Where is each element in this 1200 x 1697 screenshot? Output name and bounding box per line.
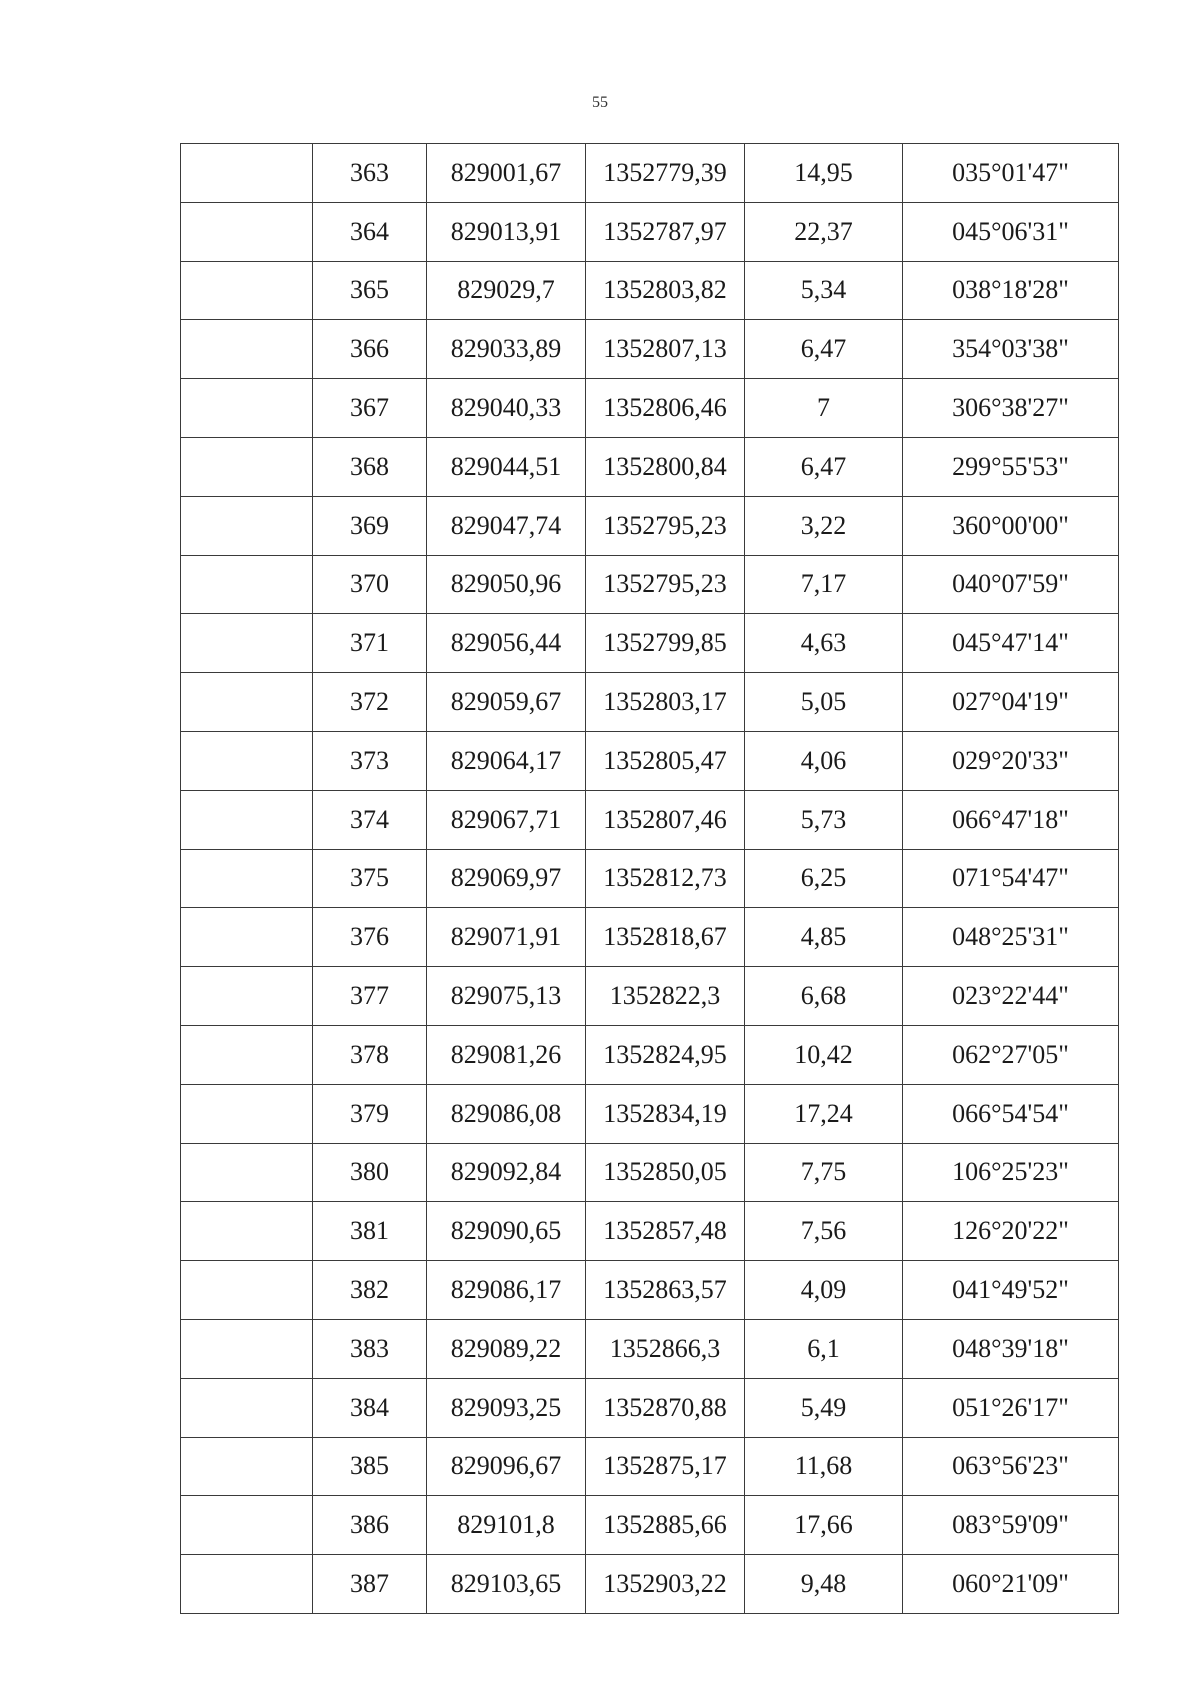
x-coordinate-cell: 829086,17 <box>427 1261 586 1320</box>
blank-cell <box>181 202 313 261</box>
point-number-cell: 366 <box>313 320 427 379</box>
x-coordinate-cell: 829001,67 <box>427 144 586 203</box>
y-coordinate-cell: 1352885,66 <box>586 1496 745 1555</box>
blank-cell <box>181 1025 313 1084</box>
table-row <box>181 1437 1119 1496</box>
segment-length-cell: 7,56 <box>745 1202 903 1261</box>
blank-cell <box>181 379 313 438</box>
x-coordinate-cell: 829092,84 <box>427 1143 586 1202</box>
direction-angle-cell: 029°20'33" <box>903 731 1119 790</box>
direction-angle-cell: 306°38'27" <box>903 379 1119 438</box>
segment-length-cell: 6,47 <box>745 320 903 379</box>
table-row <box>181 437 1119 496</box>
direction-angle-cell: 066°54'54" <box>903 1084 1119 1143</box>
y-coordinate-cell: 1352803,17 <box>586 673 745 732</box>
segment-length-cell: 6,47 <box>745 437 903 496</box>
blank-cell <box>181 908 313 967</box>
coordinates-table-body <box>181 144 1119 1614</box>
point-number-cell: 368 <box>313 437 427 496</box>
table-row <box>181 496 1119 555</box>
point-number-cell: 379 <box>313 1084 427 1143</box>
point-number-cell: 374 <box>313 790 427 849</box>
point-number-cell: 372 <box>313 673 427 732</box>
y-coordinate-cell: 1352903,22 <box>586 1555 745 1614</box>
y-coordinate-cell: 1352850,05 <box>586 1143 745 1202</box>
direction-angle-cell: 045°06'31" <box>903 202 1119 261</box>
segment-length-cell: 7,75 <box>745 1143 903 1202</box>
point-number-cell: 383 <box>313 1319 427 1378</box>
blank-cell <box>181 555 313 614</box>
x-coordinate-cell: 829086,08 <box>427 1084 586 1143</box>
x-coordinate-cell: 829013,91 <box>427 202 586 261</box>
point-number-cell: 375 <box>313 849 427 908</box>
y-coordinate-cell: 1352800,84 <box>586 437 745 496</box>
x-coordinate-cell: 829050,96 <box>427 555 586 614</box>
point-number-cell: 384 <box>313 1378 427 1437</box>
table-row <box>181 790 1119 849</box>
segment-length-cell: 17,66 <box>745 1496 903 1555</box>
segment-length-cell: 9,48 <box>745 1555 903 1614</box>
y-coordinate-cell: 1352870,88 <box>586 1378 745 1437</box>
direction-angle-cell: 360°00'00" <box>903 496 1119 555</box>
table-row <box>181 202 1119 261</box>
table-row <box>181 1261 1119 1320</box>
x-coordinate-cell: 829089,22 <box>427 1319 586 1378</box>
direction-angle-cell: 040°07'59" <box>903 555 1119 614</box>
segment-length-cell: 6,68 <box>745 967 903 1026</box>
segment-length-cell: 5,49 <box>745 1378 903 1437</box>
segment-length-cell: 4,85 <box>745 908 903 967</box>
point-number-cell: 378 <box>313 1025 427 1084</box>
direction-angle-cell: 062°27'05" <box>903 1025 1119 1084</box>
point-number-cell: 387 <box>313 1555 427 1614</box>
blank-cell <box>181 1084 313 1143</box>
table-row <box>181 1319 1119 1378</box>
y-coordinate-cell: 1352824,95 <box>586 1025 745 1084</box>
point-number-cell: 365 <box>313 261 427 320</box>
direction-angle-cell: 051°26'17" <box>903 1378 1119 1437</box>
y-coordinate-cell: 1352787,97 <box>586 202 745 261</box>
blank-cell <box>181 496 313 555</box>
table-row <box>181 1084 1119 1143</box>
table-row <box>181 261 1119 320</box>
segment-length-cell: 3,22 <box>745 496 903 555</box>
x-coordinate-cell: 829090,65 <box>427 1202 586 1261</box>
x-coordinate-cell: 829059,67 <box>427 673 586 732</box>
y-coordinate-cell: 1352779,39 <box>586 144 745 203</box>
direction-angle-cell: 045°47'14" <box>903 614 1119 673</box>
table-row <box>181 379 1119 438</box>
x-coordinate-cell: 829056,44 <box>427 614 586 673</box>
table-row <box>181 673 1119 732</box>
page-number: 55 <box>592 94 608 111</box>
y-coordinate-cell: 1352863,57 <box>586 1261 745 1320</box>
x-coordinate-cell: 829067,71 <box>427 790 586 849</box>
point-number-cell: 380 <box>313 1143 427 1202</box>
x-coordinate-cell: 829029,7 <box>427 261 586 320</box>
table-row <box>181 731 1119 790</box>
direction-angle-cell: 035°01'47" <box>903 144 1119 203</box>
table-row <box>181 614 1119 673</box>
blank-cell <box>181 673 313 732</box>
x-coordinate-cell: 829096,67 <box>427 1437 586 1496</box>
blank-cell <box>181 790 313 849</box>
point-number-cell: 376 <box>313 908 427 967</box>
segment-length-cell: 5,73 <box>745 790 903 849</box>
direction-angle-cell: 083°59'09" <box>903 1496 1119 1555</box>
y-coordinate-cell: 1352805,47 <box>586 731 745 790</box>
y-coordinate-cell: 1352818,67 <box>586 908 745 967</box>
y-coordinate-cell: 1352807,46 <box>586 790 745 849</box>
blank-cell <box>181 1143 313 1202</box>
direction-angle-cell: 038°18'28" <box>903 261 1119 320</box>
blank-cell <box>181 731 313 790</box>
point-number-cell: 364 <box>313 202 427 261</box>
point-number-cell: 373 <box>313 731 427 790</box>
direction-angle-cell: 027°04'19" <box>903 673 1119 732</box>
direction-angle-cell: 048°39'18" <box>903 1319 1119 1378</box>
blank-cell <box>181 967 313 1026</box>
point-number-cell: 377 <box>313 967 427 1026</box>
point-number-cell: 367 <box>313 379 427 438</box>
point-number-cell: 386 <box>313 1496 427 1555</box>
direction-angle-cell: 299°55'53" <box>903 437 1119 496</box>
table-row <box>181 320 1119 379</box>
segment-length-cell: 6,1 <box>745 1319 903 1378</box>
segment-length-cell: 22,37 <box>745 202 903 261</box>
y-coordinate-cell: 1352795,23 <box>586 496 745 555</box>
segment-length-cell: 14,95 <box>745 144 903 203</box>
x-coordinate-cell: 829064,17 <box>427 731 586 790</box>
x-coordinate-cell: 829093,25 <box>427 1378 586 1437</box>
table-row <box>181 967 1119 1026</box>
direction-angle-cell: 071°54'47" <box>903 849 1119 908</box>
segment-length-cell: 4,09 <box>745 1261 903 1320</box>
x-coordinate-cell: 829081,26 <box>427 1025 586 1084</box>
blank-cell <box>181 614 313 673</box>
direction-angle-cell: 023°22'44" <box>903 967 1119 1026</box>
y-coordinate-cell: 1352799,85 <box>586 614 745 673</box>
x-coordinate-cell: 829033,89 <box>427 320 586 379</box>
direction-angle-cell: 066°47'18" <box>903 790 1119 849</box>
blank-cell <box>181 849 313 908</box>
y-coordinate-cell: 1352875,17 <box>586 1437 745 1496</box>
segment-length-cell: 5,05 <box>745 673 903 732</box>
blank-cell <box>181 261 313 320</box>
blank-cell <box>181 320 313 379</box>
table-row <box>181 1496 1119 1555</box>
direction-angle-cell: 060°21'09" <box>903 1555 1119 1614</box>
direction-angle-cell: 126°20'22" <box>903 1202 1119 1261</box>
segment-length-cell: 4,63 <box>745 614 903 673</box>
point-number-cell: 385 <box>313 1437 427 1496</box>
y-coordinate-cell: 1352834,19 <box>586 1084 745 1143</box>
y-coordinate-cell: 1352866,3 <box>586 1319 745 1378</box>
y-coordinate-cell: 1352803,82 <box>586 261 745 320</box>
table-row <box>181 144 1119 203</box>
direction-angle-cell: 354°03'38" <box>903 320 1119 379</box>
x-coordinate-cell: 829075,13 <box>427 967 586 1026</box>
table-row <box>181 555 1119 614</box>
blank-cell <box>181 144 313 203</box>
table-row <box>181 1555 1119 1614</box>
table-row <box>181 908 1119 967</box>
table-row <box>181 1202 1119 1261</box>
blank-cell <box>181 1437 313 1496</box>
blank-cell <box>181 1202 313 1261</box>
x-coordinate-cell: 829069,97 <box>427 849 586 908</box>
segment-length-cell: 10,42 <box>745 1025 903 1084</box>
y-coordinate-cell: 1352812,73 <box>586 849 745 908</box>
point-number-cell: 369 <box>313 496 427 555</box>
blank-cell <box>181 1261 313 1320</box>
x-coordinate-cell: 829044,51 <box>427 437 586 496</box>
segment-length-cell: 17,24 <box>745 1084 903 1143</box>
direction-angle-cell: 048°25'31" <box>903 908 1119 967</box>
blank-cell <box>181 1496 313 1555</box>
x-coordinate-cell: 829103,65 <box>427 1555 586 1614</box>
segment-length-cell: 5,34 <box>745 261 903 320</box>
x-coordinate-cell: 829040,33 <box>427 379 586 438</box>
x-coordinate-cell: 829071,91 <box>427 908 586 967</box>
y-coordinate-cell: 1352822,3 <box>586 967 745 1026</box>
blank-cell <box>181 437 313 496</box>
segment-length-cell: 11,68 <box>745 1437 903 1496</box>
point-number-cell: 382 <box>313 1261 427 1320</box>
table-row <box>181 849 1119 908</box>
point-number-cell: 371 <box>313 614 427 673</box>
blank-cell <box>181 1378 313 1437</box>
segment-length-cell: 6,25 <box>745 849 903 908</box>
y-coordinate-cell: 1352795,23 <box>586 555 745 614</box>
direction-angle-cell: 041°49'52" <box>903 1261 1119 1320</box>
point-number-cell: 363 <box>313 144 427 203</box>
direction-angle-cell: 106°25'23" <box>903 1143 1119 1202</box>
blank-cell <box>181 1319 313 1378</box>
direction-angle-cell: 063°56'23" <box>903 1437 1119 1496</box>
segment-length-cell: 4,06 <box>745 731 903 790</box>
table-row <box>181 1025 1119 1084</box>
point-number-cell: 370 <box>313 555 427 614</box>
coordinates-table <box>180 143 1119 1614</box>
y-coordinate-cell: 1352857,48 <box>586 1202 745 1261</box>
x-coordinate-cell: 829047,74 <box>427 496 586 555</box>
segment-length-cell: 7,17 <box>745 555 903 614</box>
x-coordinate-cell: 829101,8 <box>427 1496 586 1555</box>
table-row <box>181 1143 1119 1202</box>
point-number-cell: 381 <box>313 1202 427 1261</box>
table-row <box>181 1378 1119 1437</box>
blank-cell <box>181 1555 313 1614</box>
y-coordinate-cell: 1352806,46 <box>586 379 745 438</box>
y-coordinate-cell: 1352807,13 <box>586 320 745 379</box>
segment-length-cell: 7 <box>745 379 903 438</box>
